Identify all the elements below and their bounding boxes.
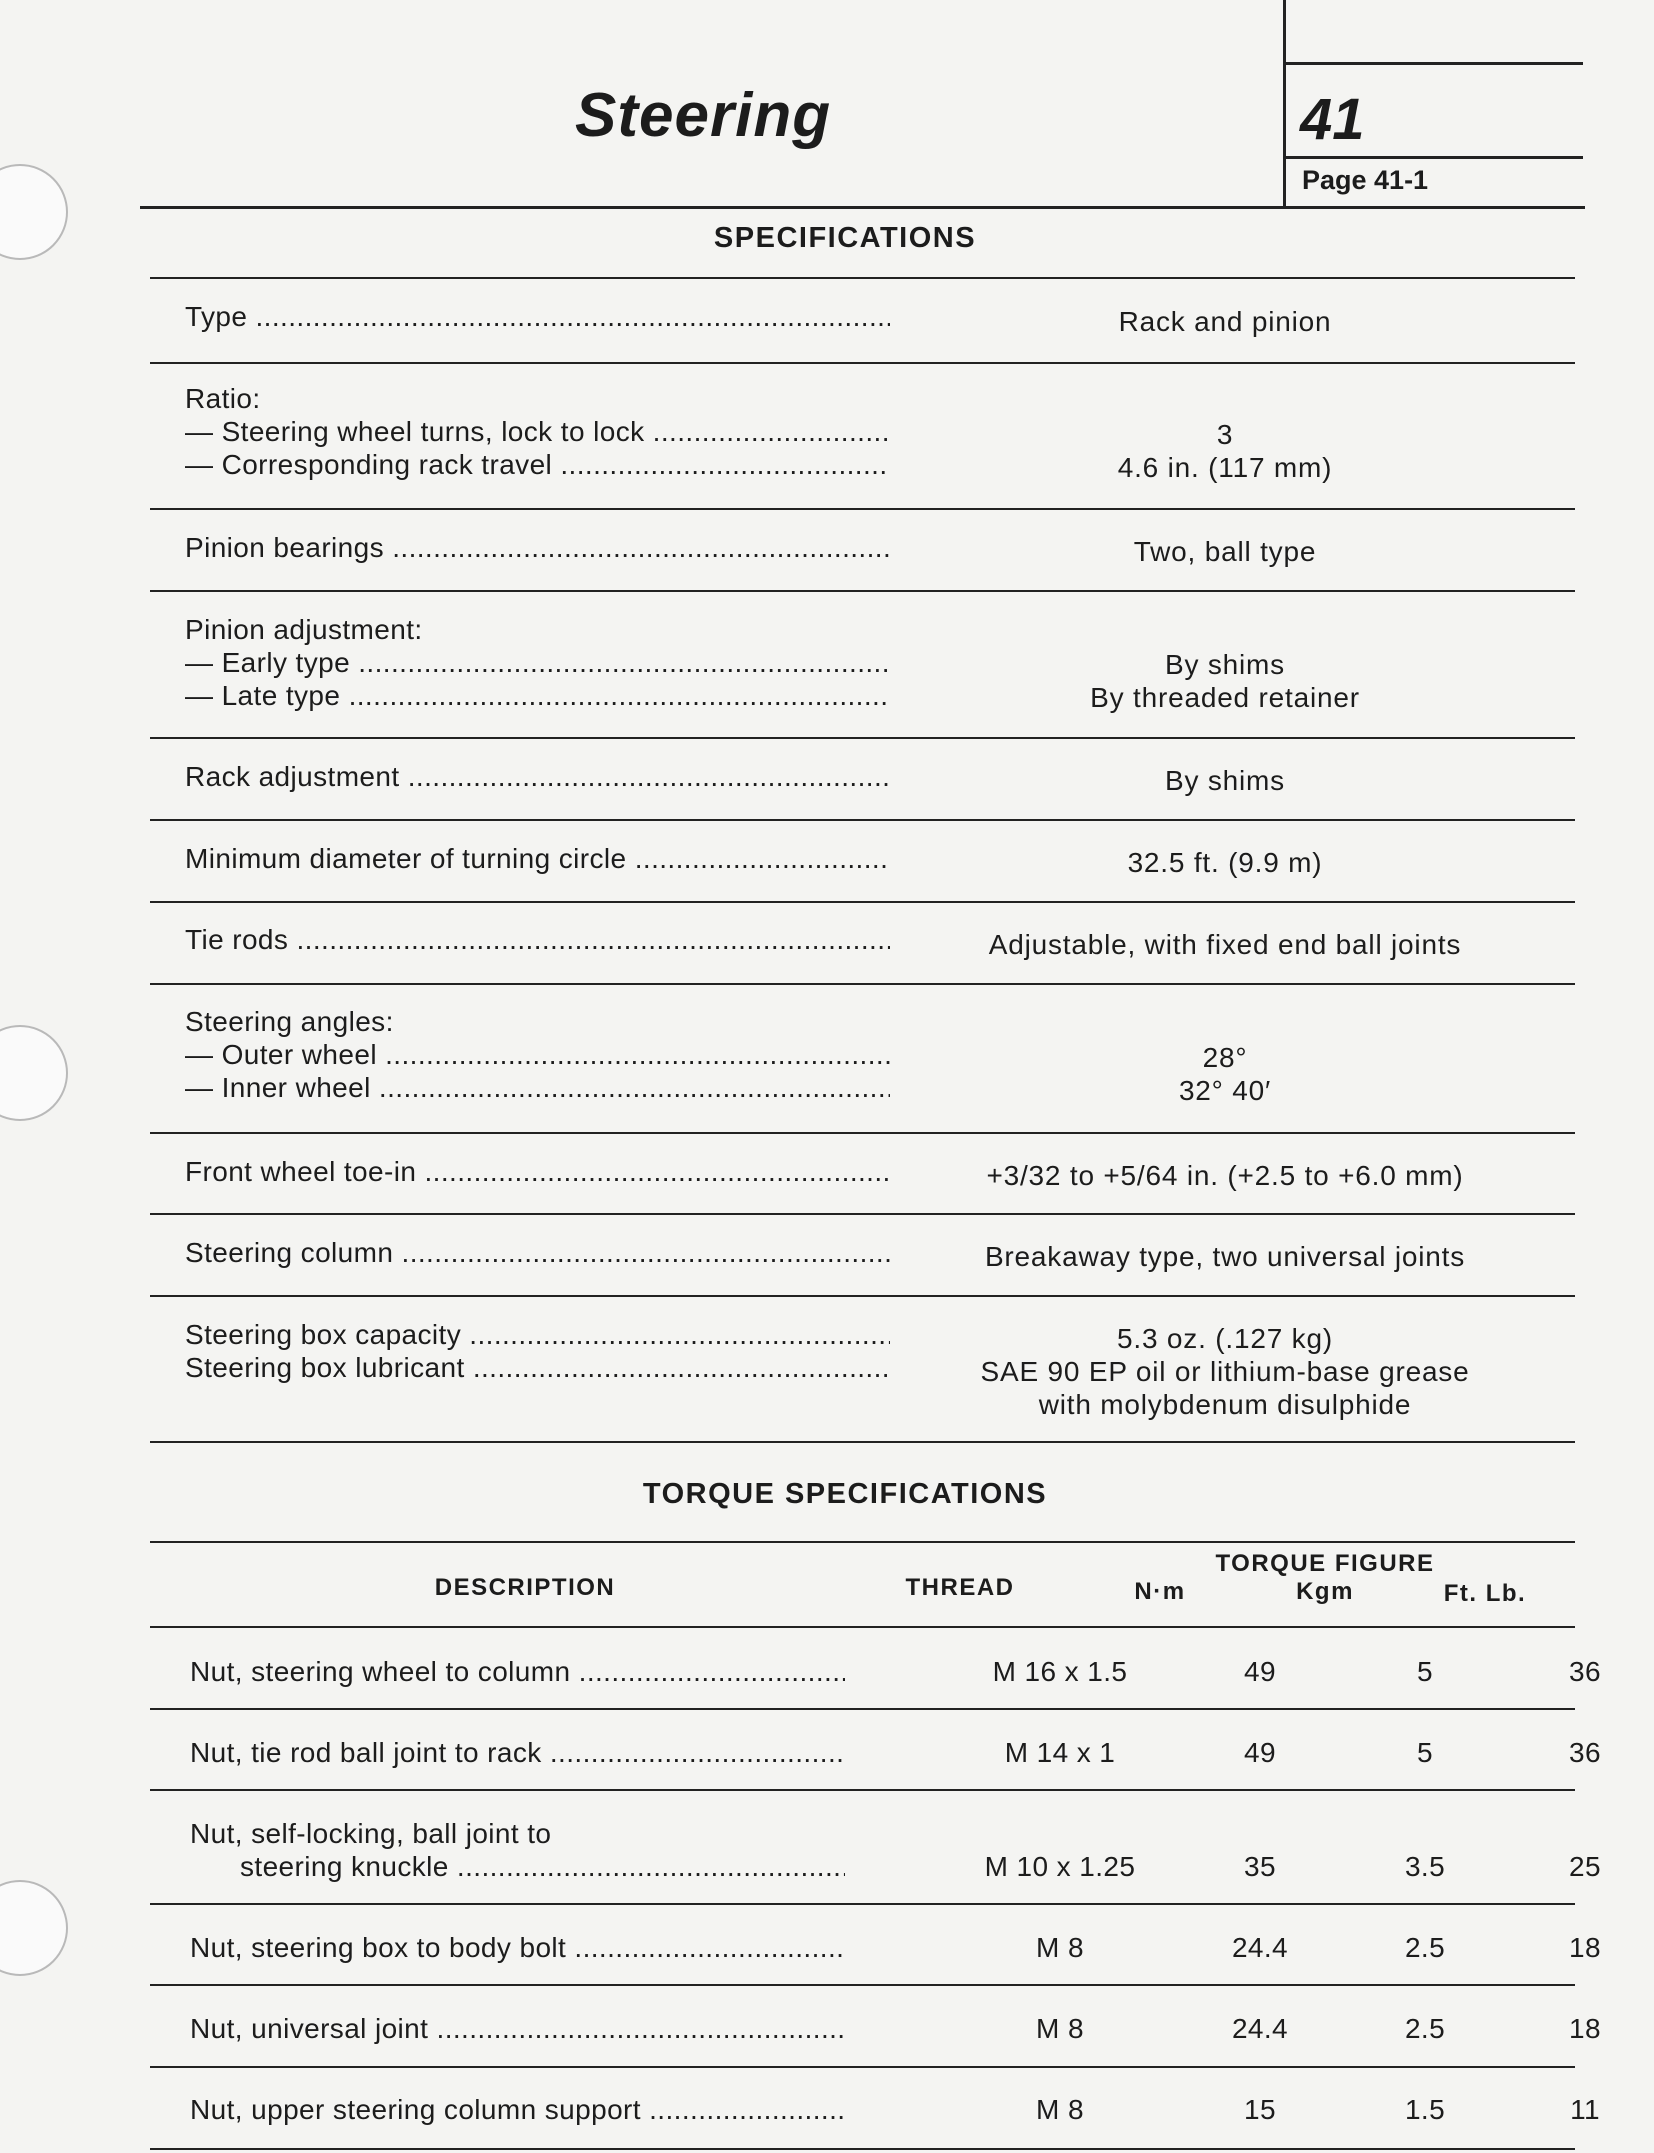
spec-label-line: Steering box capacity ..... <box>185 1318 890 1351</box>
spec-label <box>185 300 890 333</box>
spec-label-line: Steering column ..... <box>185 1236 890 1269</box>
torque-description <box>190 1736 845 1769</box>
spec-row-rule <box>150 901 1575 903</box>
spec-value-line: 4.6 in. (117 mm) <box>1117 452 1333 483</box>
section-box-mid-rule <box>1283 156 1583 159</box>
torque-description <box>190 1655 845 1688</box>
torque-row-rule <box>150 2066 1575 2068</box>
torque-thread-cell: M 10 x 1.25 <box>984 1851 1136 1882</box>
torque-kgm-cell: 2.5 <box>1404 2013 1446 2044</box>
spec-label <box>185 1005 890 1104</box>
torque-description-line: Nut, steering box to body bolt ..... <box>190 1931 845 1964</box>
spec-value-line: 32.5 ft. (9.9 m) <box>1127 847 1323 878</box>
spec-label-line: Type ..... <box>185 300 890 333</box>
spec-label-line: — Late type ..... <box>185 679 890 712</box>
spec-row-rule <box>150 737 1575 739</box>
spec-row-rule <box>150 1213 1575 1215</box>
column-header-thread: THREAD <box>905 1574 1015 1601</box>
spec-label <box>185 923 890 956</box>
spec-value <box>905 418 1545 484</box>
torque-ftlb-cell: 18 <box>1569 2013 1601 2044</box>
spec-label-line: — Early type ..... <box>185 646 890 679</box>
spec-label-line: Tie rods ..... <box>185 923 890 956</box>
torque-description <box>190 2093 845 2126</box>
spec-label-line: Steering box lubricant ..... <box>185 1351 890 1384</box>
spec-label-line: — Corresponding rack travel ..... <box>185 448 890 481</box>
spec-value-line: By threaded retainer <box>1090 682 1360 713</box>
column-header-description: DESCRIPTION <box>434 1574 616 1601</box>
spec-label <box>185 1318 890 1384</box>
spec-row-rule <box>150 819 1575 821</box>
spec-value <box>905 535 1545 568</box>
spec-value-line: +3/32 to +5/64 in. (+2.5 to +6.0 mm) <box>986 1160 1464 1191</box>
spec-label-line: — Inner wheel ..... <box>185 1071 890 1104</box>
torque-nm-cell: 24.4 <box>1231 2013 1289 2044</box>
specifications-heading: SPECIFICATIONS <box>713 222 977 254</box>
torque-thread-cell: M 8 <box>1036 2094 1084 2125</box>
column-header-ftlb: Ft. Lb. <box>1443 1580 1527 1607</box>
spec-value <box>905 305 1545 338</box>
torque-kgm-cell: 5 <box>1417 1737 1433 1768</box>
torque-description <box>190 1817 845 1883</box>
section-number: 41 <box>1300 87 1365 152</box>
spec-value-line: 28° <box>1202 1042 1248 1073</box>
spec-label <box>185 613 890 712</box>
torque-heading: TORQUE SPECIFICATIONS <box>642 1478 1048 1510</box>
spec-label <box>185 760 890 793</box>
torque-nm-cell: 49 <box>1244 1737 1276 1768</box>
spec-value-line: Adjustable, with fixed end ball joints <box>988 929 1462 960</box>
torque-thread-cell: M 16 x 1.5 <box>992 1656 1128 1687</box>
spec-label <box>185 531 890 564</box>
binder-hole <box>0 1025 68 1121</box>
spec-label-line: Pinion bearings ..... <box>185 531 890 564</box>
torque-description-line: steering knuckle ..... <box>190 1850 845 1883</box>
spec-value-line: with molybdenum disulphide <box>1038 1389 1412 1420</box>
spec-row-rule <box>150 983 1575 985</box>
torque-thread-cell: M 8 <box>1036 2013 1084 2044</box>
spec-value-line: By shims <box>1165 649 1285 680</box>
spec-label-line: — Steering wheel turns, lock to lock ..... <box>185 415 890 448</box>
column-header-torque-figure: TORQUE FIGURE <box>1215 1550 1435 1577</box>
spec-value-line: Rack and pinion <box>1118 306 1332 337</box>
spec-label <box>185 382 890 481</box>
spec-label <box>185 842 890 875</box>
torque-row-rule <box>150 1708 1575 1710</box>
torque-row-rule <box>150 1984 1575 1986</box>
spec-label-line: Rack adjustment ..... <box>185 760 890 793</box>
torque-thread-cell: M 14 x 1 <box>1004 1737 1116 1768</box>
torque-description <box>190 1931 845 1964</box>
torque-kgm-cell: 3.5 <box>1404 1851 1446 1882</box>
spec-label <box>185 1236 890 1269</box>
torque-row-rule <box>150 1789 1575 1791</box>
torque-row-rule <box>150 1903 1575 1905</box>
spec-value <box>905 1322 1545 1421</box>
spec-label <box>185 1155 890 1188</box>
spec-label-line: Ratio: <box>185 383 261 414</box>
column-header-kgm: Kgm <box>1296 1578 1354 1605</box>
torque-thread-cell: M 8 <box>1036 1932 1084 1963</box>
torque-description-line: Nut, tie rod ball joint to rack ..... <box>190 1736 845 1769</box>
torque-description-line: Nut, universal joint ..... <box>190 2012 845 2045</box>
spec-row-rule <box>150 362 1575 364</box>
torque-ftlb-cell: 25 <box>1569 1851 1601 1882</box>
spec-row-rule <box>150 1295 1575 1297</box>
torque-ftlb-cell: 36 <box>1569 1656 1601 1687</box>
spec-value <box>905 764 1545 797</box>
spec-row-rule <box>150 1441 1575 1443</box>
spec-label-line: Front wheel toe-in ..... <box>185 1155 890 1188</box>
torque-top-rule <box>150 1541 1575 1543</box>
section-box-left-rule <box>1283 0 1286 208</box>
spec-value-line: Breakaway type, two universal joints <box>984 1241 1466 1272</box>
page-title: Steering <box>575 81 832 150</box>
spec-row-rule <box>150 1132 1575 1134</box>
torque-kgm-cell: 5 <box>1417 1656 1433 1687</box>
torque-nm-cell: 24.4 <box>1231 1932 1289 1963</box>
spec-label-line: Minimum diameter of turning circle ..... <box>185 842 890 875</box>
spec-row-rule <box>150 277 1575 279</box>
spec-value-line: 5.3 oz. (.127 kg) <box>1117 1323 1333 1354</box>
spec-row-rule <box>150 590 1575 592</box>
torque-description-line: Nut, upper steering column support ..... <box>190 2093 845 2126</box>
section-box-top-rule <box>1283 62 1583 65</box>
column-header-nm: N·m <box>1134 1578 1186 1605</box>
spec-value <box>905 846 1545 879</box>
torque-nm-cell: 35 <box>1244 1851 1276 1882</box>
torque-nm-cell: 49 <box>1244 1656 1276 1687</box>
page-number: Page 41-1 <box>1302 165 1429 195</box>
spec-value <box>905 1041 1545 1107</box>
spec-value <box>905 648 1545 714</box>
torque-description <box>190 2012 845 2045</box>
header-rule <box>140 206 1585 209</box>
spec-value-line: 3 <box>1216 419 1234 450</box>
spec-row-rule <box>150 508 1575 510</box>
torque-description-line: Nut, self-locking, ball joint to <box>190 1818 552 1849</box>
spec-value-line: Two, ball type <box>1133 536 1317 567</box>
torque-kgm-cell: 2.5 <box>1404 1932 1446 1963</box>
torque-ftlb-cell: 11 <box>1570 2094 1600 2125</box>
binder-hole <box>0 1880 68 1976</box>
spec-label-line: Steering angles: <box>185 1006 394 1037</box>
torque-ftlb-cell: 36 <box>1569 1737 1601 1768</box>
spec-value <box>905 1159 1545 1192</box>
torque-description-line: Nut, steering wheel to column ..... <box>190 1655 845 1688</box>
spec-value-line: 32° 40′ <box>1178 1075 1272 1106</box>
torque-row-rule <box>150 1626 1575 1628</box>
torque-nm-cell: 15 <box>1244 2094 1276 2125</box>
spec-value <box>905 1240 1545 1273</box>
torque-kgm-cell: 1.5 <box>1404 2094 1446 2125</box>
torque-row-rule <box>150 2148 1575 2150</box>
spec-label-line: Pinion adjustment: <box>185 614 423 645</box>
spec-label-line: — Outer wheel ..... <box>185 1038 890 1071</box>
spec-value <box>905 928 1545 961</box>
torque-ftlb-cell: 18 <box>1569 1932 1601 1963</box>
spec-value-line: By shims <box>1165 765 1285 796</box>
spec-value-line: SAE 90 EP oil or lithium-base grease <box>980 1356 1470 1387</box>
